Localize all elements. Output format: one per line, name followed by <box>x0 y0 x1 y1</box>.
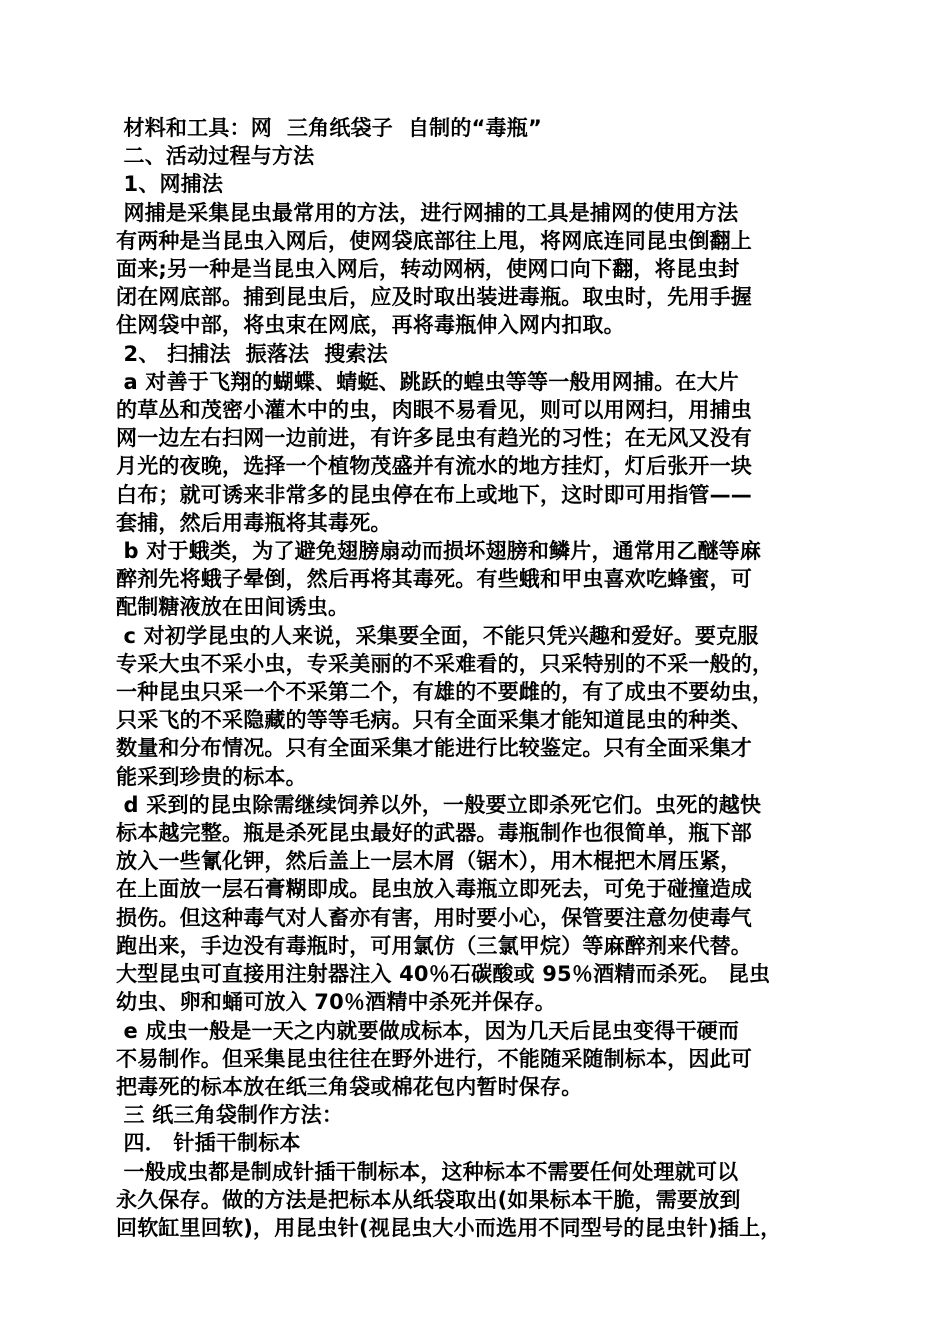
text-line: 把毒死的标本放在纸三角袋或棉花包内暂时保存。 <box>116 1074 583 1099</box>
text-line: c 对初学昆虫的人来说，采集要全面，不能只凭兴趣和爱好。要克服 <box>116 623 759 648</box>
text-line: 白布；就可诱来非常多的昆虫停在布上或地下，这时即可用指管—— <box>116 482 752 507</box>
text-line: 有两种是当昆虫入网后，使网袋底部往上甩，将网底连同昆虫倒翻上 <box>116 228 752 253</box>
section-heading-4: 四． 针插干制标本 <box>116 1131 301 1156</box>
text-line: 幼虫、卵和蛹可放入 70％酒精中杀死并保存。 <box>116 990 556 1015</box>
text-line: 住网袋中部，将虫束在网底，再将毒瓶伸入网内扣取。 <box>116 313 625 338</box>
text-line: 放入一些氰化钾，然后盖上一层木屑（锯木），用木棍把木屑压紧， <box>116 849 742 874</box>
text-line: 回软缸里回软)，用昆虫针(视昆虫大小而选用不同型号的昆虫针)插上， <box>116 1215 782 1240</box>
text-line: 专采大虫不采小虫，专采美丽的不采难看的，只采特别的不采一般的， <box>116 651 774 676</box>
text-line: 在上面放一层石膏糊即成。昆虫放入毒瓶立即死去，可免于碰撞造成 <box>116 877 752 902</box>
text-line: 跑出来，手边没有毒瓶时，可用氯仿（三氯甲烷）等麻醉剂来代替。 <box>116 933 752 958</box>
text-line: 闭在网底部。捕到昆虫后，应及时取出装进毒瓶。取虫时，先用手握 <box>116 285 752 310</box>
text-line: 数量和分布情况。只有全面采集才能进行比较鉴定。只有全面采集才 <box>116 736 752 761</box>
text-line: 的草丛和茂密小灌木中的虫，肉眼不易看见，则可以用网扫，用捕虫 <box>116 398 752 423</box>
text-line: 网一边左右扫网一边前进，有许多昆虫有趋光的习性；在无风又没有 <box>116 426 752 451</box>
text-line: 标本越完整。瓶是杀死昆虫最好的武器。毒瓶制作也很简单，瓶下部 <box>116 821 752 846</box>
text-line: 只采飞的不采隐藏的等等毛病。只有全面采集才能知道昆虫的种类、 <box>116 708 752 733</box>
section-heading-3: 三 纸三角袋制作方法： <box>116 1103 344 1128</box>
text-line: 配制糖液放在田间诱虫。 <box>116 595 350 620</box>
text-line: d 采到的昆虫除需继续饲养以外，一般要立即杀死它们。虫死的越快 <box>116 792 762 817</box>
text-line: 不易制作。但采集昆虫往往在野外进行，不能随采随制标本，因此可 <box>116 1046 752 1071</box>
text-line: 月光的夜晚，选择一个植物茂盛并有流水的地方挂灯，灯后张开一块 <box>116 454 752 479</box>
section-heading-2: 二、活动过程与方法 <box>116 144 315 169</box>
text-line: e 成虫一般是一天之内就要做成标本，因为几天后昆虫变得干硬而 <box>116 1018 740 1043</box>
text-line: 一种昆虫只采一个不采第二个，有雄的不要雌的，有了成虫不要幼虫， <box>116 680 774 705</box>
materials-line: 材料和工具：网 三角纸袋子 自制的“毒瓶” <box>116 116 542 140</box>
text-line: 一般成虫都是制成针插干制标本，这种标本不需要任何处理就可以 <box>116 1159 739 1184</box>
text-line: 损伤。但这种毒气对人畜亦有害，用时要小心，保管要注意勿使毒气 <box>116 905 752 930</box>
text-line: 醉剂先将蛾子晕倒，然后再将其毒死。有些蛾和甲虫喜欢吃蜂蜜，可 <box>116 567 752 592</box>
subheading-sweep-methods: 2、 扫捕法 振落法 搜索法 <box>116 341 388 366</box>
text-line: 能采到珍贵的标本。 <box>116 764 307 789</box>
text-line: b 对于蛾类，为了避免翅膀扇动而损坏翅膀和鳞片，通常用乙醚等麻 <box>116 539 762 564</box>
text-line: 永久保存。做的方法是把标本从纸袋取出(如果标本干脆，需要放到 <box>116 1187 741 1212</box>
subheading-net-capture: 1、网捕法 <box>116 172 224 197</box>
text-line: 面来;另一种是当昆虫入网后，转动网柄，使网口向下翻，将昆虫封 <box>116 257 740 282</box>
document-body <box>116 114 840 1242</box>
text-line: a 对善于飞翔的蝴蝶、蜻蜓、跳跃的蝗虫等等一般用网捕。在大片 <box>116 369 739 394</box>
text-line: 套捕，然后用毒瓶将其毒死。 <box>116 510 392 535</box>
text-line: 大型昆虫可直接用注射器注入 40％石碳酸或 95％酒精而杀死。 昆虫 <box>116 962 771 987</box>
text-line: 网捕是采集昆虫最常用的方法，进行网捕的工具是捕网的使用方法 <box>116 200 739 225</box>
